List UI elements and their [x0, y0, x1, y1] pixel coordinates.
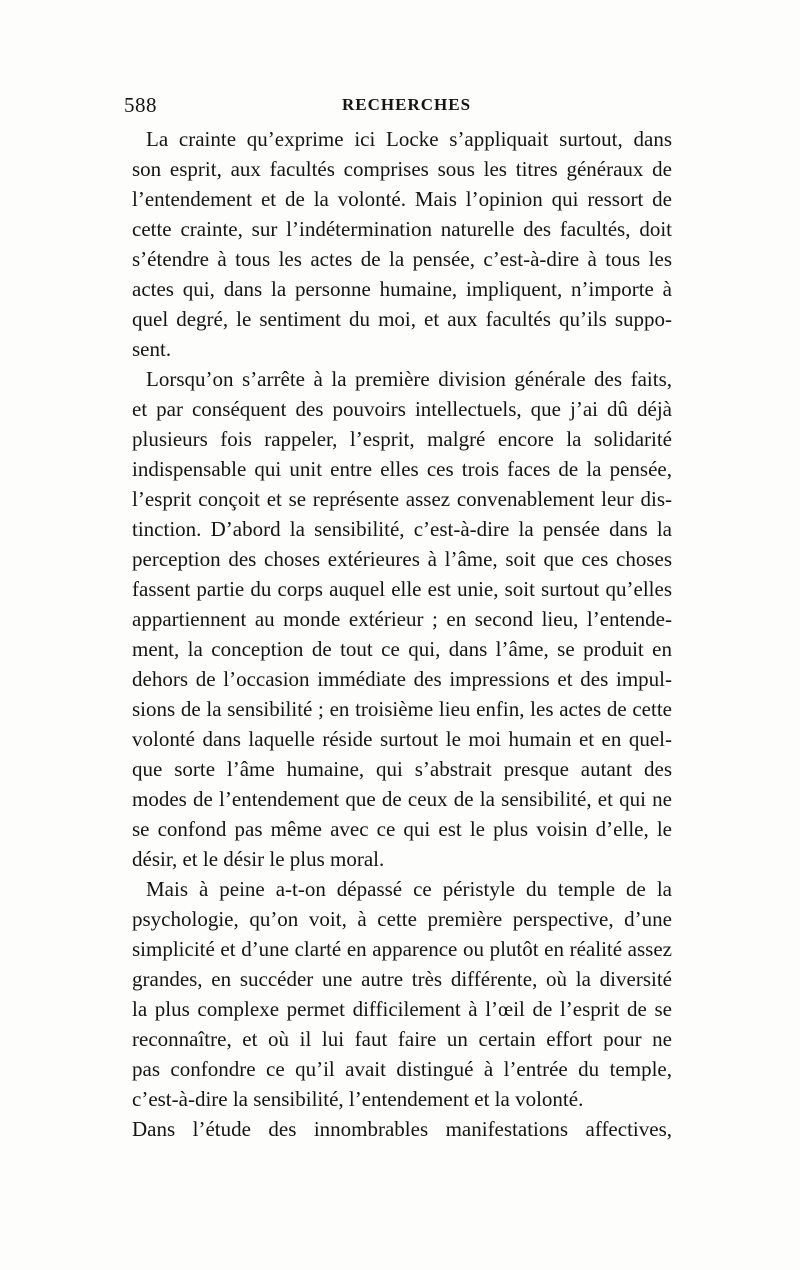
text-line: sions de la sensibilité ; en troisième lieu enfin, les actes de cette [132, 697, 672, 721]
text-line: plusieurs fois rappeler, l’esprit, malgré encore la solidarité [132, 427, 672, 451]
text-line: appartiennent au monde extérieur ; en second lieu, l’entende- [132, 607, 672, 631]
text-line: son esprit, aux facultés comprises sous les titres généraux de [132, 157, 672, 181]
text-line: pas confondre ce qu’il avait distingué à l’entrée du temple, [132, 1057, 672, 1081]
text-line: quel degré, le sentiment du moi, et aux facultés qu’ils suppo- [132, 307, 672, 331]
text-line: indispensable qui unit entre elles ces trois faces de la pensée, [132, 457, 672, 481]
text-line: cette crainte, sur l’indétermination naturelle des facultés, doit [132, 217, 672, 241]
text-line: s’étendre à tous les actes de la pensée, c’est-à-dire à tous les [132, 247, 672, 271]
text-line: dehors de l’occasion immédiate des impressions et des impul- [132, 667, 672, 691]
text-line: actes qui, dans la personne humaine, impliquent, n’importe à [132, 277, 672, 301]
text-line: l’esprit conçoit et se représente assez convenablement leur dis- [132, 487, 672, 511]
text-line: tinction. D’abord la sensibilité, c’est-à-dire la pensée dans la [132, 517, 672, 541]
text-line: Lorsqu’on s’arrête à la première division générale des faits, [146, 367, 672, 391]
text-line: Dans l’étude des innombrables manifestations affectives, [132, 1117, 672, 1141]
page-header [124, 93, 672, 119]
text-line: se confond pas même avec ce qui est le plus voisin d’elle, le [132, 817, 672, 841]
text-line: ment, la conception de tout ce qui, dans l’âme, se produit en [132, 637, 672, 661]
text-line: La crainte qu’exprime ici Locke s’appliquait surtout, dans [146, 127, 672, 151]
text-line: reconnaître, et où il lui faut faire un certain effort pour ne [132, 1027, 672, 1051]
body-text [132, 124, 672, 1144]
text-line: c’est-à-dire la sensibilité, l’entendement et la volonté. [132, 1087, 584, 1111]
text-line: fassent partie du corps auquel elle est unie, soit surtout qu’elles [132, 577, 672, 601]
text-line: grandes, en succéder une autre très différente, où la diversité [132, 967, 672, 991]
text-line: Mais à peine a-t-on dépassé ce péristyle du temple de la [146, 877, 672, 901]
text-line: modes de l’entendement que de ceux de la sensibilité, et qui ne [132, 787, 672, 811]
text-line: perception des choses extérieures à l’âme, soit que ces choses [132, 547, 672, 571]
running-head: RECHERCHES [342, 95, 472, 114]
text-line: la plus complexe permet difficilement à l’œil de l’esprit de se [132, 997, 672, 1021]
page-number: 588 [124, 93, 157, 117]
text-line: psychologie, qu’on voit, à cette première perspective, d’une [132, 907, 672, 931]
text-line: l’entendement et de la volonté. Mais l’opinion qui ressort de [132, 187, 672, 211]
text-line: sent. [132, 337, 172, 361]
text-line: simplicité et d’une clarté en apparence ou plutôt en réalité assez [132, 937, 672, 961]
text-line: désir, et le désir le plus moral. [132, 847, 385, 871]
text-line: que sorte l’âme humaine, qui s’abstrait presque autant des [132, 757, 672, 781]
text-line: volonté dans laquelle réside surtout le moi humain et en quel- [132, 727, 672, 751]
text-line: et par conséquent des pouvoirs intellectuels, que j’ai dû déjà [132, 397, 672, 421]
